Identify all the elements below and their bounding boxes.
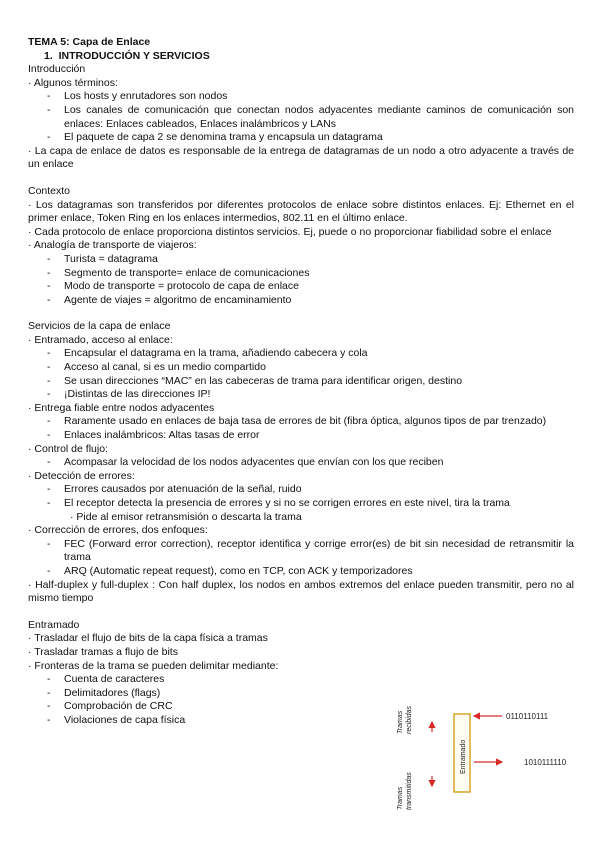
list-item: - Acompasar la velocidad de los nodos adyacentes que envían con los que reciben <box>47 456 444 469</box>
list-item: - ARQ (Automatic repeat request), como en TCP, con ACK y temporizadores <box>47 564 413 577</box>
list-item: - Errores causados por atenuación de la señal, ruido <box>47 483 302 496</box>
list-item: - El paquete de capa 2 se denomina trama y encapsula un datagrama <box>47 131 383 144</box>
list-item: - Raramente usado en enlaces de baja tasa de errores de bit (fibra óptica, algunos tipos de par trenzado) <box>47 415 547 428</box>
entramado-box-label: Entramado <box>460 739 467 774</box>
entramado-paragraph: · Trasladar el flujo de bits de la capa física a tramas <box>28 632 268 645</box>
list-item: - Violaciones de capa física <box>47 713 186 726</box>
list-item: - Comprobación de CRC <box>47 700 173 713</box>
services-heading: Servicios de la capa de enlace <box>28 320 171 333</box>
received-label-1: Tramas <box>397 710 404 734</box>
sub-item: · Pide al emisor retransmisión o descarta la trama <box>70 510 302 523</box>
section-title: 1. INTRODUCCIÓN Y SERVICIOS <box>44 49 210 62</box>
list-item: - Los hosts y enrutadores son nodos <box>47 90 228 103</box>
entramado-paragraph: · Fronteras de la trama se pueden delimitar mediante: <box>28 659 279 672</box>
intro-paragraph: · Algunos términos: <box>28 76 118 89</box>
document-page <box>28 36 574 728</box>
context-heading: Contexto <box>28 184 71 197</box>
list-item: - ¡Distintas de las direcciones IP! <box>47 388 211 401</box>
context-paragraph: · Analogía de transporte de viajeros: <box>28 239 197 252</box>
list-item: - Segmento de transporte= enlace de comunicaciones <box>47 266 310 279</box>
intro-paragraph: · La capa de enlace de datos es responsable de la entrega de datagramas de un nodo a otro adyacente a través de un enlace <box>28 144 574 171</box>
list-item: - El receptor detecta la presencia de errores y si no se corrigen errores en este nivel, tira la trama <box>47 497 510 509</box>
framing-diagram <box>386 694 586 814</box>
bits-in-label: 0110110111 <box>506 712 549 721</box>
services-paragraph: · Half-duplex y full-duplex : Con half duplex, los nodos en ambos extremos del enlace pueden transmitir, pero no al mismo tiempo <box>28 578 574 605</box>
services-label: · Entrega fiable entre nodos adyacentes <box>28 401 215 414</box>
list-item: - Delimitadores (flags) <box>47 686 161 699</box>
list-item: - Turista = datagrama <box>47 252 158 265</box>
services-label: · Corrección de errores, dos enfoques: <box>28 524 208 537</box>
entramado-paragraph: · Trasladar tramas a flujo de bits <box>28 645 178 658</box>
list-item: - Modo de transporte = protocolo de capa de enlace <box>47 280 299 293</box>
services-label: · Control de flujo: <box>28 442 108 455</box>
list-item: - Acceso al canal, si es un medio compartido <box>47 361 266 374</box>
context-paragraph: · Cada protocolo de enlace proporciona distintos servicios. Ej, puede o no proporcionar fiabilidad sobre el enlace <box>28 225 552 238</box>
list-item: - Los canales de comunicación que conectan nodos adyacentes mediante caminos de comunicación son enlaces: Enlaces cableados, Enlaces inalámbricos y LANs <box>47 103 574 130</box>
list-item: - Se usan direcciones “MAC” en las cabeceras de trama para identificar origen, destino <box>47 374 463 387</box>
document-title: TEMA 5: Capa de Enlace <box>28 36 151 48</box>
entramado-heading: Entramado <box>28 618 80 631</box>
transmitted-label-2: transmitidas <box>406 772 413 810</box>
intro-heading: Introducción <box>28 63 86 76</box>
services-label: · Entramado, acceso al enlace: <box>28 333 173 346</box>
list-item: - FEC (Forward error correction), receptor identifica y corrige error(es) de bit sin necesidad de retransmitir la trama <box>47 537 574 564</box>
list-item: - Cuenta de caracteres <box>47 673 165 686</box>
context-paragraph: · Los datagramas son transferidos por diferentes protocolos de enlace sobre distintos enlaces. Ej: Ethernet en el primer enlace, Token Ring en los enlaces intermedios, 802.11 en el último enlace. <box>28 198 574 225</box>
list-item: - Encapsular el datagrama en la trama, añadiendo cabecera y cola <box>47 347 368 360</box>
received-label-2: recibidas <box>406 705 413 734</box>
list-item: - Enlaces inalámbricos: Altas tasas de error <box>47 429 260 442</box>
services-label: · Detección de errores: <box>28 469 135 482</box>
transmitted-label-1: Tramas <box>397 786 404 810</box>
bits-out-label: 1010111110 <box>524 758 567 767</box>
list-item: - Agente de viajes = algoritmo de encaminamiento <box>47 293 292 306</box>
